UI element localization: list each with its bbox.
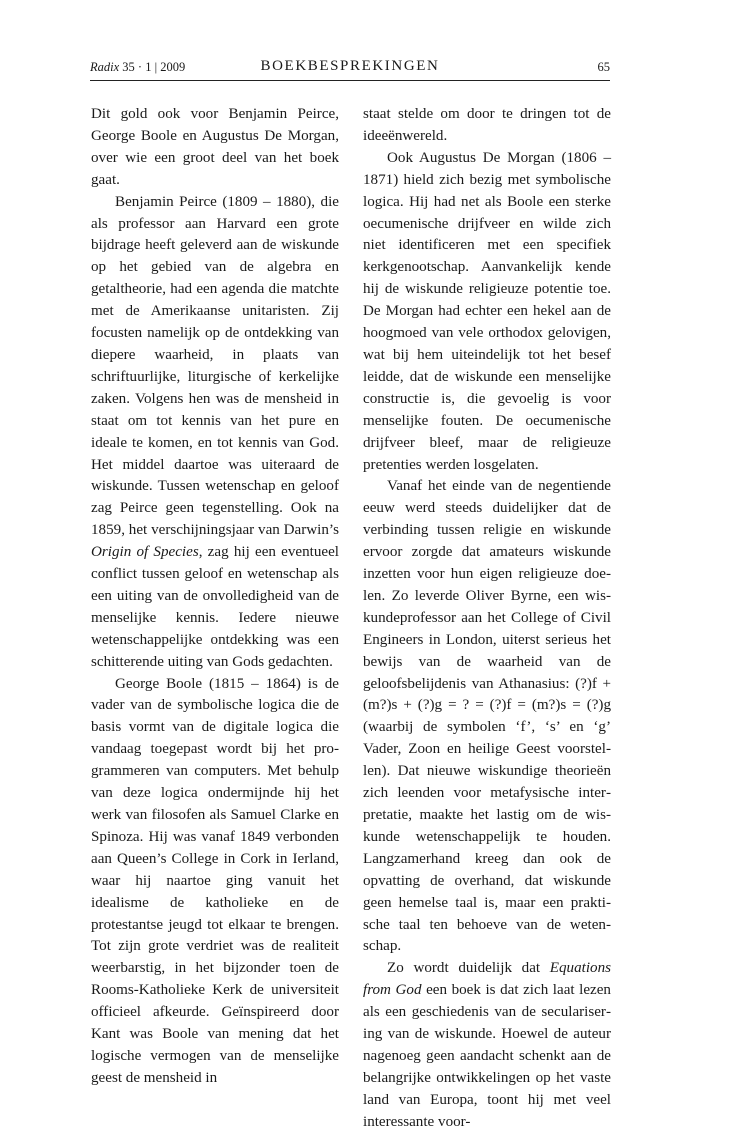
paragraph-text: Zo wordt duidelijk dat: [387, 960, 541, 977]
issue-info: 35 · 1 | 2009: [122, 60, 186, 74]
paragraph-text: een boek is dat zich laat lezen als een geschiedenis van de secularisering van de wiskunde. Hoewel de auteur nagenoeg geen aandacht schenkt aan de belangrijke ontwikkelingen op het vaste land van Europa, toont hij met veel interessante voor-: [363, 982, 611, 1130]
paragraph: [363, 958, 611, 1133]
book-title: Origin of Species: [91, 544, 199, 561]
paragraph: Ook Augustus De Morgan (1806 – 1871) hield zich bezig met symbolische logica. Hij had net als Boole een sterke oecumenische drijfveer en wilde zich niet identificeren met een specifiek kerkgenootschap. Aanvankelijk kende hij de wiskunde religieuze potentie toe. De Morgan had echter een hekel aan de hoogmoed van vele orthodox gelovigen, wat bij hem uiteindelijk tot het besef leidde, dat de wiskunde een menselijke constructie is, die gevoelig is voor menselijke fouten. De oecumenische drijfveer bleef, maar de religieuze pretenties werden losgelaten.: [363, 149, 611, 473]
paragraph: Dit gold ook voor Benjamin Peirce, George Boole en Augustus De Morgan, over wie een groot deel van het boek gaat.: [91, 106, 339, 188]
page-number: 65: [597, 60, 610, 74]
paragraph: Vanaf het einde van de negentiende eeuw werd steeds duidelijker dat de verbinding tussen religie en wiskunde ervoor zorgde dat amateurs wiskunde inzetten voor hun eigen religieuze doelen. Zo leverde Oliver Byrne, een wiskundeprofessor aan het College of Civil Engineers in London, uiterst serieus het bewijs van de waarheid van de geloofsbelijdenis van Athanasius: (?)f + (m?)s + (?)g = ? = (?)f = (m?)s = (?)g (waarbij de symbolen ‘f’, ‘s’ en ‘g’ Vader, Zoon en heilige Geest voorstellen). Dat nieuwe wiskundige theorieën zich leenden voor metafysische interpretatie, maakte het lastig om de wiskunde wetenschappelijk te houden. Langzamerhand kreeg dan ook de opvatting de overhand, dat wiskunde geen hemelse taal is, maar een praktische taal ten behoeve van de wetenschap.: [363, 478, 611, 955]
paragraph-text: , zag hij een eventueel conflict tussen geloof en wetenschap als een uiting van de onvolledigheid van de menselijke kennis. Iedere nieuwe wetenschappelijke ontdekking was een schitterende uiting van Gods gedachten.: [91, 544, 339, 670]
paragraph: [91, 192, 339, 674]
header-rule: [90, 80, 610, 81]
left-column: [91, 104, 339, 1090]
journal-name: Radix: [90, 60, 120, 74]
section-title: BOEKBESPREKINGEN: [260, 58, 440, 74]
paragraph-text: Benjamin Peirce (1809 – 1880), die als professor aan Harvard een grote bijdrage heeft geleverd aan de wiskunde op het gebied van de algebra en getaltheorie, had een agenda die matchte met de Amerikaanse unitaristen. Zij focusten namelijk op de ontdekking van diepere waarheid, in plaats van schriftuurlijke, liturgische of kerkelijke zaken. Volgens hen was de mensheid in staat om tot kennis van het pure en ideale te komen, en tot kennis van God. Het middel daartoe was uiteraard de wiskunde. Tussen wetenschap en geloof zag Peirce geen tegenstelling. Ook na 1859, het verschijningsjaar van Darwin’s: [91, 193, 339, 539]
right-column: [363, 104, 611, 1134]
paragraph: George Boole (1815 – 1864) is de vader van de symbolische logica die de basis vormt van de digitale logica die vandaag toegepast wordt bij het programmeren van computers. Met behulp van deze logica ondermijnde hij het werk van filosofen als Samuel Clarke en Spinoza. Hij was vanaf 1849 verbonden aan Queen’s College in Cork in Ierland, waar hij naartoe ging vanuit het idealisme de katholieke en de protestantse jeugd tot elkaar te brengen. Tot zijn grote verdriet was de realiteit weerbarstig, in het bijzonder toen de Rooms-Katholieke Kerk de universiteit officieel afkeurde. Geïnspireerd door Kant was Boole van mening dat het logische vermogen van de menselijke geest de mensheid in: [91, 675, 339, 1086]
paragraph: staat stelde om door te dringen tot de ideeënwereld.: [363, 106, 611, 144]
book-title: Equations from God: [363, 960, 611, 999]
running-header: [90, 58, 610, 80]
